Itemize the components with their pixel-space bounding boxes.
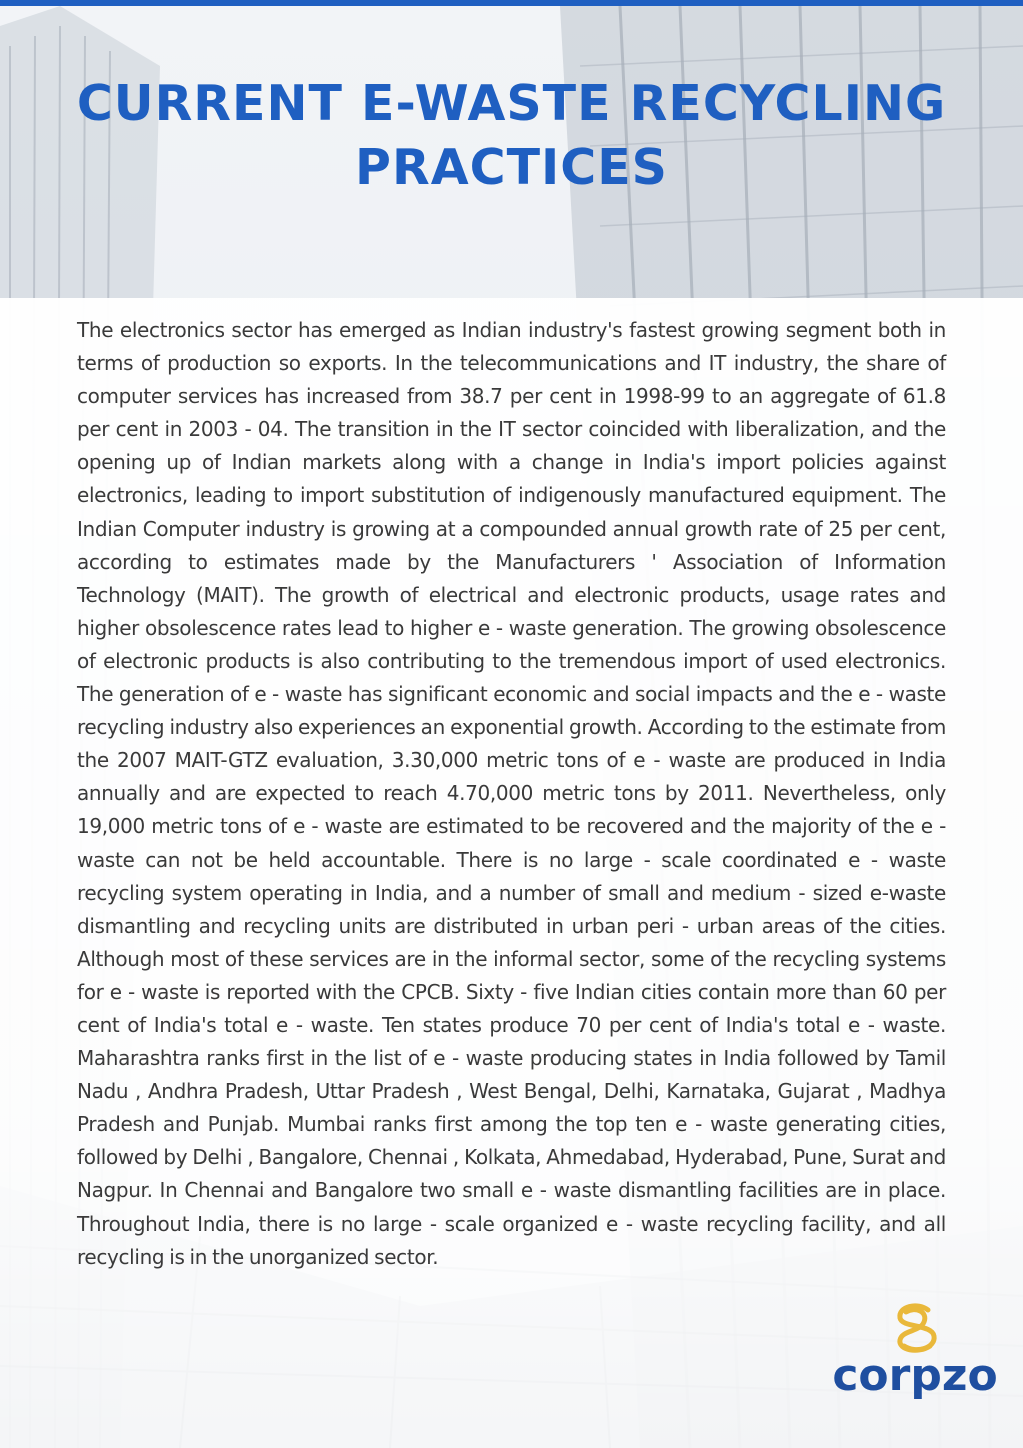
corpzo-logo [820, 1300, 1010, 1420]
brand-name: corpzo [832, 1350, 998, 1401]
body-paragraph: The electronics sector has emerged as Indian industry's fastest growing segment both in terms of production so exports. In the telecommunications and IT industry, the share of computer services has increased from 38.7 per cent in 1998-99 to an aggregate of 61.8 per cent in 2003 - 04. The transition in the IT sector coincided with liberalization, and the opening up of Indian markets along with a change in India's import policies against electronics, leading to import substitution of indigenously manufactured equipment. The Indian Computer industry is growing at a compounded annual growth rate of 25 per cent, according to estimates made by the Manufacturers ' Association of Information Technology (MAIT). The growth of electrical and electronic products, usage rates and higher obsolescence rates lead to higher e - waste generation. The growing obsolescence of electronic products is also contributing to the tremendous import of used electronics. The generation of e - waste has significant economic and social impacts and the e - waste recycling industry also experiences an exponential growth. According to the estimate from the 2007 MAIT-GTZ evaluation, 3.30,000 metric tons of e - waste are produced in India annually and are expected to reach 4.70,000 metric tons by 2011. Nevertheless, only 19,000 metric tons of e - waste are estimated to be recovered and the majority of the e - waste can not be held accountable. There is no large - scale coordinated e - waste recycling system operating in India, and a number of small and medium - sized e-waste dismantling and recycling units are distributed in urban peri - urban areas of the cities. Although most of these services are in the informal sector, some of the recycling systems for e - waste is reported with the CPCB. Sixty - five Indian cities contain more than 60 per cent of India's total e - waste. Ten states produce 70 per cent of India's total e - waste. Maharashtra ranks first in the list of e - waste producing states in India followed by Tamil Nadu , Andhra Pradesh, Uttar Pradesh , West Bengal, Delhi, Karnataka, Gujarat , Madhya Pradesh and Punjab. Mumbai ranks first among the top ten e - waste generating cities, followed by Delhi , Bangalore, Chennai , Kolkata, Ahmedabad, Hyderabad, Pune, Surat and Nagpur. In Chennai and Bangalore two small e - waste dismantling facilities are in place. Throughout India, there is no large - scale organized e - waste recycling facility, and all recycling is in the unorganized sector. [77, 318, 946, 1269]
page-title: CURRENT E-WASTE RECYCLING PRACTICES [76, 75, 947, 196]
